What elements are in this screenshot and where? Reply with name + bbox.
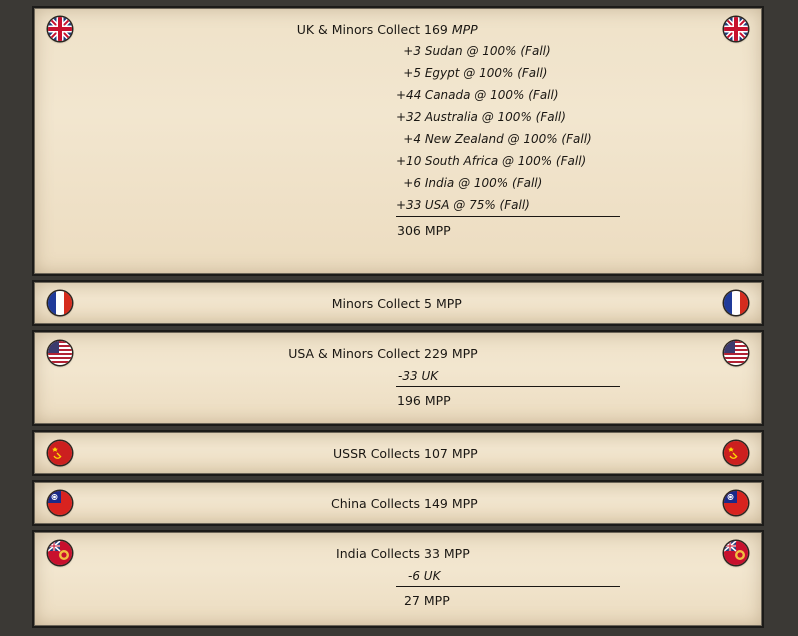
ussr-collect-label: USSR Collects (333, 446, 420, 461)
ussr-flag-icon (724, 441, 748, 465)
uk-total: 306 MPP (397, 223, 451, 238)
india-collect-amount: 33 MPP (424, 546, 470, 561)
china-flag-icon (48, 491, 72, 515)
usa-total: 196 MPP (397, 393, 451, 408)
uk-flag-icon (724, 17, 748, 41)
uk-collect-label: UK & Minors Collect (296, 22, 420, 37)
uk-collect-amount: 169 MPP (424, 22, 478, 37)
ussr-collect-amount: 107 MPP (424, 446, 478, 461)
india-panel (32, 530, 764, 628)
india-flag-icon (48, 541, 72, 565)
uk-row-egypt: +5 Egypt @ 100% (Fall) (403, 66, 548, 80)
india-collect-label: India Collects (336, 546, 420, 561)
usa-flag-icon (48, 341, 72, 365)
france-panel (32, 280, 764, 326)
uk-row-australia: +32 Australia @ 100% (Fall) (396, 110, 566, 124)
india-sum-rule (396, 586, 620, 587)
usa-flag-icon (724, 341, 748, 365)
uk-sum-rule (396, 216, 620, 217)
uk-row-usa: +33 USA @ 75% (Fall) (396, 198, 530, 212)
france-flag-icon (48, 291, 72, 315)
usa-sum-rule (396, 386, 620, 387)
uk-flag-icon (48, 17, 72, 41)
uk-panel (32, 6, 764, 276)
uk-row-india: +6 India @ 100% (Fall) (403, 176, 543, 190)
india-total: 27 MPP (404, 593, 450, 608)
china-collect-amount: 149 MPP (424, 496, 478, 511)
uk-row-canada: +44 Canada @ 100% (Fall) (396, 88, 559, 102)
usa-collect-amount: 229 MPP (424, 346, 478, 361)
france-collect-amount: 5 MPP (424, 296, 462, 311)
ussr-flag-icon (48, 441, 72, 465)
france-collect-label: Minors Collect (331, 296, 420, 311)
china-panel (32, 480, 764, 526)
china-collect-label: China Collects (331, 496, 420, 511)
india-flag-icon (724, 541, 748, 565)
uk-row-new-zealand: +4 New Zealand @ 100% (Fall) (403, 132, 592, 146)
china-flag-icon (724, 491, 748, 515)
usa-row-uk: -33 UK (398, 369, 439, 383)
usa-panel (32, 330, 764, 426)
india-row-uk: -6 UK (408, 569, 441, 583)
ussr-panel (32, 430, 764, 476)
uk-row-sudan: +3 Sudan @ 100% (Fall) (403, 44, 551, 58)
france-flag-icon (724, 291, 748, 315)
uk-row-south-africa: +10 South Africa @ 100% (Fall) (396, 154, 587, 168)
usa-collect-label: USA & Minors Collect (288, 346, 420, 361)
